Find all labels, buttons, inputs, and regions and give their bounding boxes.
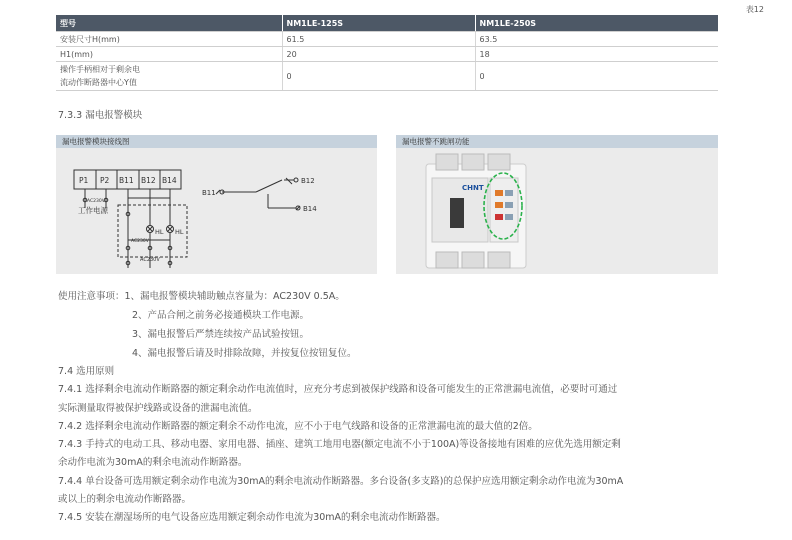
hl-label: HL — [175, 228, 184, 236]
row-value: 0 — [282, 62, 475, 91]
row-label — [56, 62, 282, 91]
panel-title: 漏电报警模块接线图 — [56, 135, 377, 148]
power-label: 工作电源 — [78, 206, 108, 215]
brand-logo: CHNT — [462, 184, 484, 192]
selection-principles — [58, 363, 718, 528]
breaker-illustration — [396, 148, 718, 274]
body-line: 7.4.2 选择剩余电流动作断路器的额定剩余不动作电流，应不小于电气线路和设备的正常泄漏电流的最大值的2倍。 — [58, 420, 538, 432]
body-line: 7.4.4 单台设备可选用额定剩余动作电流为30mA的剩余电流动作断路器。多台设备(多支路)的总保护应选用额定剩余动作电流为30mA — [58, 475, 624, 487]
wiring-diagram — [56, 148, 377, 274]
ac-label: AC230V — [131, 239, 149, 244]
terminal-label: P2 — [100, 176, 110, 185]
row-label-line: 流动作断路器中心Y值 — [60, 78, 137, 87]
table-row — [56, 62, 718, 91]
body-line: 7.4.1 选择剩余电流动作断路器的额定剩余动作电流值时，应充分考虑到被保护线路和设备可能发生的正常泄漏电流值，必要时可通过 — [58, 384, 618, 396]
body-line: 7.4.5 安装在潮湿场所的电气设备应选用额定剩余动作电流为30mA的剩余电流动作断路器。 — [58, 512, 446, 524]
note-item: 3、漏电报警后严禁连续按产品试验按钮。 — [132, 329, 310, 340]
body-line: 7.4.3 手持式的电动工具、移动电器、家用电器、插座、建筑工地用电器(额定电流不小于100A)等设备接地有困难的应优先选用额定剩 — [58, 439, 621, 451]
row-value: 61.5 — [282, 32, 475, 47]
table-number: 表12 — [745, 5, 764, 14]
body-line: 实际测量取得被保护线路或设备的泄漏电流值。 — [58, 402, 258, 414]
product-photo-panel — [396, 135, 718, 274]
row-value: 63.5 — [475, 32, 718, 47]
body-line: 7.4 选用原则 — [58, 366, 115, 377]
ac-label: AC230V — [87, 199, 105, 204]
terminal-label: B14 — [162, 176, 177, 185]
terminal-label: P1 — [79, 176, 89, 185]
note-item: 4、漏电报警后请及时排除故障，并按复位按钮复位。 — [132, 348, 357, 359]
switch-label-b14: B14 — [303, 205, 317, 213]
header-nm1le-125s: NM1LE-125S — [282, 15, 475, 32]
row-label: H1(mm) — [56, 47, 282, 62]
row-value: 20 — [282, 47, 475, 62]
switch-label-b11: B11 — [202, 189, 216, 197]
terminal-label: B11 — [119, 176, 134, 185]
ac-label: AC230V — [140, 257, 160, 263]
terminal-label: B12 — [141, 176, 156, 185]
usage-notes — [58, 287, 357, 363]
body-line: 余动作电流为30mA的剩余电流动作断路器。 — [58, 457, 248, 469]
switch-label-b12: B12 — [301, 177, 315, 185]
spec-table — [56, 15, 718, 91]
header-model: 型号 — [56, 15, 282, 32]
body-line: 或以上的剩余电流动作断路器。 — [58, 494, 192, 506]
note-text: 1、漏电报警模块辅助触点容量为：AC230V 0.5A。 — [124, 291, 345, 302]
table-row — [56, 47, 718, 62]
row-value: 0 — [475, 62, 718, 91]
row-label: 安装尺寸H(mm) — [56, 32, 282, 47]
panel-title: 漏电报警不跳闸功能 — [396, 135, 718, 148]
hl-label: HL — [155, 228, 164, 236]
row-label-line: 操作手柄相对于剩余电 — [60, 65, 140, 74]
table-header-row — [56, 15, 718, 32]
section-title: 7.3.3 漏电报警模块 — [58, 110, 143, 121]
row-value: 18 — [475, 47, 718, 62]
handle-icon — [450, 198, 464, 228]
notes-lead: 使用注意事项： — [58, 291, 125, 302]
note-item — [58, 287, 357, 306]
table-row — [56, 32, 718, 47]
header-nm1le-250s: NM1LE-250S — [475, 15, 718, 32]
note-item: 2、产品合闸之前务必接通模块工作电源。 — [132, 310, 310, 321]
wiring-diagram-panel — [56, 135, 377, 274]
